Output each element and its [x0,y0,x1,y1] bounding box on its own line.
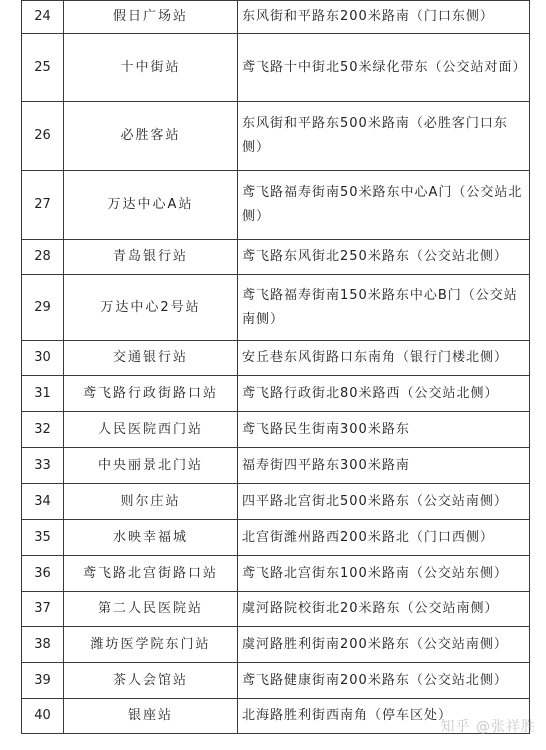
table-row [22,448,530,484]
station-location: 鸢飞路福寿街南150米路东中心B门（公交站南侧） [238,275,530,341]
table-row [22,376,530,412]
row-number: 32 [22,412,64,448]
row-number: 26 [22,102,64,171]
station-name: 人民医院西门站 [64,412,238,448]
row-number: 34 [22,484,64,520]
table-row [22,102,530,171]
station-location: 鸢飞路北宫街东100米路南（公交站东侧） [238,556,530,592]
station-name: 鸢飞路行政街路口站 [64,376,238,412]
zhihu-watermark: 知乎 @张祥胜 [440,719,536,735]
table-row [22,34,530,102]
station-location: 虞河路胜利街南200米路东（公交站南侧） [238,627,530,663]
station-location: 东风街和平路东200米路南（门口东侧） [238,1,530,34]
station-location: 鸢飞路健康街南200米路东（公交站北侧） [238,663,530,699]
station-location: 鸢飞路福寿街南50米路东中心A门（公交站北侧） [238,171,530,240]
row-number: 28 [22,240,64,275]
row-number: 24 [22,1,64,34]
table-row [22,484,530,520]
table-row [22,1,530,34]
station-location: 鸢飞路民生街南300米路东 [238,412,530,448]
station-name: 青岛银行站 [64,240,238,275]
row-number: 37 [22,592,64,627]
row-number: 36 [22,556,64,592]
row-number: 39 [22,663,64,699]
station-location: 虞河路院校街北20米路东（公交站南侧） [238,592,530,627]
station-location: 鸢飞路十中街北50米绿化带东（公交站对面） [238,34,530,102]
table-row [22,592,530,627]
station-name: 第二人民医院站 [64,592,238,627]
row-number: 40 [22,699,64,734]
station-name: 潍坊医学院东门站 [64,627,238,663]
station-name: 茶人会馆站 [64,663,238,699]
row-number: 35 [22,520,64,556]
station-name: 万达中心A站 [64,171,238,240]
table-row [22,663,530,699]
row-number: 27 [22,171,64,240]
station-location: 鸢飞路东风街北250米路东（公交站北侧） [238,240,530,275]
station-name: 中央丽景北门站 [64,448,238,484]
row-number: 31 [22,376,64,412]
station-name: 十中街站 [64,34,238,102]
table-row [22,627,530,663]
station-name: 则尔庄站 [64,484,238,520]
station-name: 交通银行站 [64,341,238,376]
station-location: 四平路北宫街北500米路东（公交站南侧） [238,484,530,520]
row-number: 38 [22,627,64,663]
station-name: 水映幸福城 [64,520,238,556]
row-number: 29 [22,275,64,341]
table-row [22,240,530,275]
table-row [22,341,530,376]
table-row [22,275,530,341]
bike-station-table [21,0,530,734]
station-name: 假日广场站 [64,1,238,34]
station-name: 万达中心2号站 [64,275,238,341]
station-name: 鸢飞路北宫街路口站 [64,556,238,592]
station-location: 鸢飞路行政街北80米路西（公交站北侧） [238,376,530,412]
table-row [22,412,530,448]
station-name: 银座站 [64,699,238,734]
row-number: 30 [22,341,64,376]
row-number: 33 [22,448,64,484]
station-location: 北宫街潍州路西200米路北（门口西侧） [238,520,530,556]
station-location: 福寿街四平路东300米路南 [238,448,530,484]
station-name: 必胜客站 [64,102,238,171]
table-row [22,520,530,556]
table-row [22,556,530,592]
station-location: 北海路胜利街西南角（停车区处） [238,699,530,734]
station-location: 安丘巷东风街路口东南角（银行门楼北侧） [238,341,530,376]
table-row [22,171,530,240]
station-location: 东风街和平路东500米路南（必胜客门口东侧） [238,102,530,171]
row-number: 25 [22,34,64,102]
